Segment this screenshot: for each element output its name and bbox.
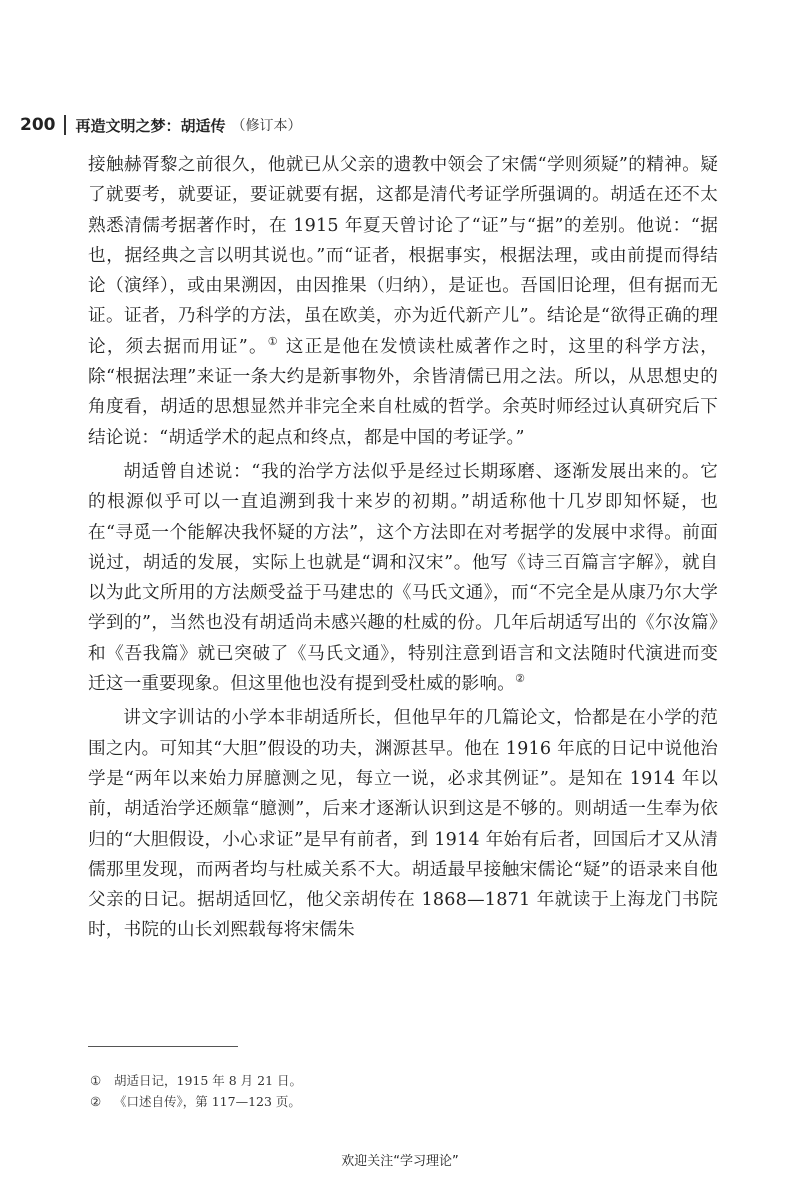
footnotes [90,1070,710,1112]
header-divider [64,115,66,135]
page-footer: 欢迎关注“学习理论” [341,1154,459,1169]
running-header [20,112,302,138]
paragraph-text: 胡适曾自述说：“我的治学方法似乎是经过长期琢磨、逐渐发展出来的。它的根源似乎可以一直追溯到我十来岁的初期。”胡适称他十几岁即知怀疑，也在“寻觅一个能解决我怀疑的方法”，这个方法即在对考据学的发展中求得。前面说过，胡适的发展，实际上也就是“调和汉宋”。他写《诗三百篇言字解》，就自以为此文所用的方法颇受益于马建忠的《马氏文通》，而“不完全是从康乃尔大学学到的”，当然也没有胡适尚未感兴趣的杜威的份。几年后胡适写出的《尔汝篇》和《吾我篇》就已突破了《马氏文通》，特别注意到语言和文法随时代演进而变迁这一重要现象。但这里他也没有提到受杜威的影响。 [88,461,718,695]
book-title: 再造文明之梦：胡适传 [75,116,226,135]
paragraph-1 [88,150,718,453]
footnote-divider [88,1046,238,1047]
page-number: 200 [20,115,56,135]
body-text [88,150,718,950]
paragraph-text-continued: 这正是他在发愤读杜威著作之时，这里的科学方法，除“根据法理”来证一条大约是新事物外，余皆清儒已用之法。所以，从思想史的角度看，胡适的思想显然并非完全来自杜威的哲学。余英时师经过认真研究后下结论说：“胡适学术的起点和终点，都是中国的考证学。” [88,336,718,448]
footnote-mark: ① [90,1073,102,1088]
footnote-item [90,1070,710,1091]
paragraph-3 [88,703,718,945]
book-subtitle: （修订本） [231,118,302,134]
footnote-reference[interactable]: ② [515,672,526,686]
footnote-reference[interactable]: ① [267,334,279,348]
footnote-text: 《口述自传》，第 117—123 页。 [114,1094,301,1109]
paragraph-text: 接触赫胥黎之前很久，他就已从父亲的遗教中领会了宋儒“学则须疑”的精神。疑了就要考，就要证，要证就要有据，这都是清代考证学所强调的。胡适在还不太熟悉清儒考据著作时，在 1915 年夏天曾讨论了“证”与“据”的差别。他说：“据也，据经典之言以明其说也。”而“证者，根据事实，根据法理，或由前提而得结论（演绎），或由果溯因，由因推果（归纳），是证也。吾国旧论理，但有据而无证。证者，乃科学的方法，虽在欧美，亦为近代新产儿”。结论是“欲得正确的理论，须去据而用证”。 [88,155,718,357]
paragraph-text: 讲文字训诂的小学本非胡适所长，但他早年的几篇论文，恰都是在小学的范围之内。可知其“大胆”假设的功夫，渊源甚早。他在 1916 年底的日记中说他治学是“两年以来始力屏臆测之见，每立一说，必求其例证”。是知在 1914 年以前，胡适治学还颇靠“臆测”，后来才逐渐认识到这是不够的。则胡适一生奉为依归的“大胆假设，小心求证”是早有前者，到 1914 年始有后者，回国后才又从清儒那里发现，而两者均与杜威关系不大。胡适最早接触宋儒论“疑”的语录来自他父亲的日记。据胡适回忆，他父亲胡传在 1868—1871 年就读于上海龙门书院时，书院的山长刘熙载每将宋儒朱 [88,708,718,941]
footnote-mark: ② [90,1094,102,1109]
footnote-item [90,1091,710,1112]
footnote-text: 胡适日记，1915 年 8 月 21 日。 [114,1073,303,1088]
paragraph-2 [88,457,718,699]
